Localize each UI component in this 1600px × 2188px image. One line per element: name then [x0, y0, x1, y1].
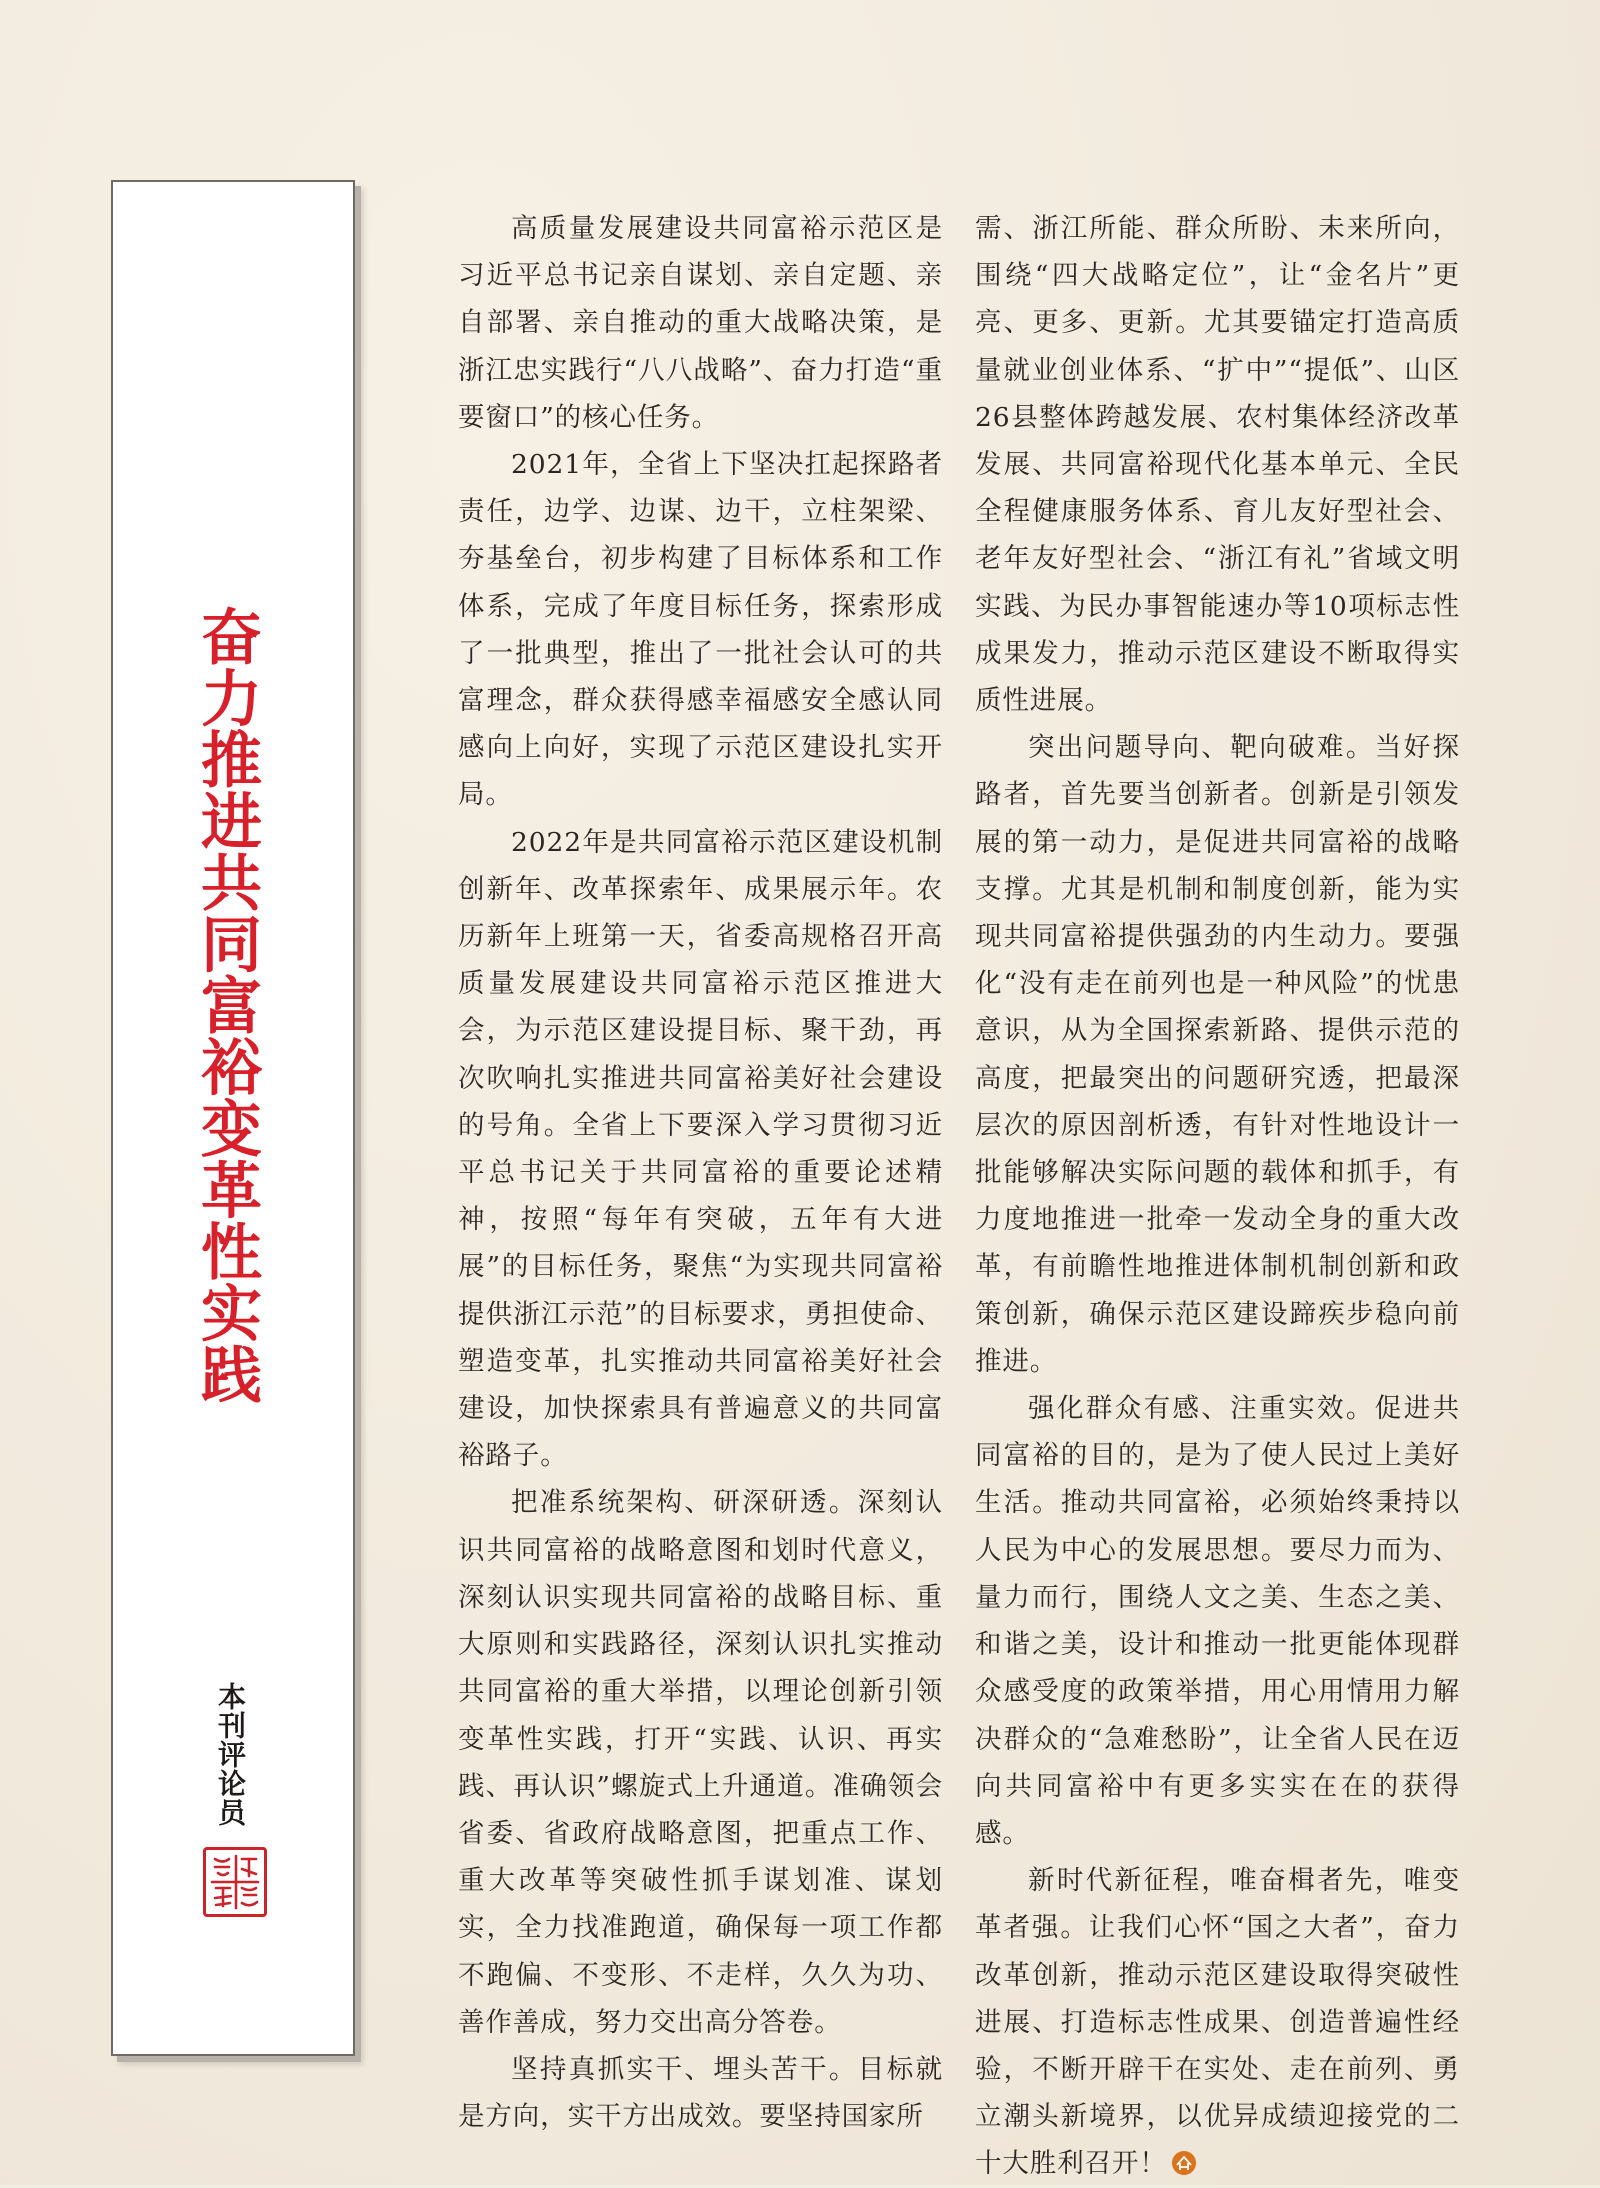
- paragraph: 2022年是共同富裕示范区建设机制创新年、改革探索年、成果展示年。农历新年上班第一天，省委高规格召开高质量发展建设共同富裕示范区推进大会，为示范区建设提目标、聚干劲，再次吹响扎实推进共同富裕美好社会建设的号角。全省上下要深入学习贯彻习近平总书记关于共同富裕的重要论述精神，按照“每年有突破，五年有大进展”的目标任务，聚焦“为实现共同富裕提供浙江示范”的目标要求，勇担使命、塑造变革，扎实推动共同富裕美好社会建设，加快探索具有普遍意义的共同富裕路子。: [458, 826, 943, 1472]
- end-mark-icon: [1171, 2150, 1197, 2176]
- paragraph-continued: 需、浙江所能、群众所盼、未来所向，围绕“四大战略定位”，让“金名片”更亮、更多、更新。尤其要锚定打造高质量就业创业体系、“扩中”“提低”、山区26县整体跨越发展、农村集体经济改革发展、共同富裕现代化基本单元、全民全程健康服务体系、育儿友好型社会、老年友好型社会、“浙江有礼”省域文明实践、为民办事智能速办等10项标志性成果发力，推动示范区建设不断取得实质性进展。: [975, 213, 1460, 717]
- final-paragraph-text: 新时代新征程，唯奋楫者先，唯变革者强。让我们心怀“国之大者”，奋力改革创新，推动示范区建设取得突破性进展、打造标志性成果、创造普遍性经验，不断开辟干在实处、走在前列、勇立潮头新境界，以优异成绩迎接党的二十大胜利召开！: [975, 1865, 1460, 2180]
- seal-glyph-icon: [206, 1850, 264, 1914]
- seal-stamp: [203, 1847, 267, 1917]
- paragraph: 把准系统架构、研深研透。深刻认识共同富裕的战略意图和划时代意义，深刻认识实现共同富裕的战略目标、重大原则和实践路径，深刻认识扎实推动共同富裕的重大举措，以理论创新引领变革性实践，打开“实践、认识、再实践、再认识”螺旋式上升通道。准确领会省委、省政府战略意图，把重点工作、重大改革等突破性抓手谋划准、谋划实，全力找准跑道，确保每一项工作都不跑偏、不变形、不走样，久久为功、善作善成，努力交出高分答卷。: [458, 1487, 943, 2038]
- paragraph: 突出问题导向、靶向破难。当好探路者，首先要当创新者。创新是引领发展的第一动力，是促进共同富裕的战略支撑。尤其是机制和制度创新，能为实现共同富裕提供强劲的内生动力。要强化“没有走在前列也是一种风险”的忧患意识，从为全国探索新路、提供示范的高度，把最突出的问题研究透，把最深层次的原因剖析透，有针对性地设计一批能够解决实际问题的载体和抓手，有力度地推进一批牵一发动全身的重大改革，有前瞻性地推进体制机制创新和政策创新，确保示范区建设蹄疾步稳向前推进。: [975, 732, 1460, 1377]
- paragraph: 2021年，全省上下坚决扛起探路者责任，边学、边谋、边干，立柱架梁、夯基垒台，初步构建了目标体系和工作体系，完成了年度目标任务，探索形成了一批典型，推出了一批社会认可的共富理念，群众获得感幸福感安全感认同感向上向好，实现了示范区建设扎实开局。: [458, 449, 943, 811]
- article-column-right: [975, 205, 1460, 2188]
- paragraph: 高质量发展建设共同富裕示范区是习近平总书记亲自谋划、亲自定题、亲自部署、亲自推动的重大战略决策，是浙江忠实践行“八八战略”、奋力打造“重要窗口”的核心任务。: [458, 213, 943, 433]
- byline: 本刊评论员: [214, 1682, 247, 1827]
- paragraph: 坚持真抓实干、埋头苦干。目标就是方向，实干方出成效。要坚持国家所: [458, 2053, 943, 2133]
- article-column-left: [458, 205, 943, 2140]
- paragraph: 强化群众有感、注重实效。促进共同富裕的目的，是为了使人民过上美好生活。推动共同富裕，必须始终秉持以人民为中心的发展思想。要尽力而为、量力而行，围绕人文之美、生态之美、和谐之美，设计和推动一批更能体现群众感受度的政策举措，用心用情用力解决群众的“急难愁盼”，让全省人民在迈向共同富裕中有更多实实在在的获得感。: [975, 1393, 1460, 1849]
- final-paragraph: [975, 1857, 1460, 2187]
- article-title: 奋力推进共同富裕变革性实践: [191, 605, 262, 1405]
